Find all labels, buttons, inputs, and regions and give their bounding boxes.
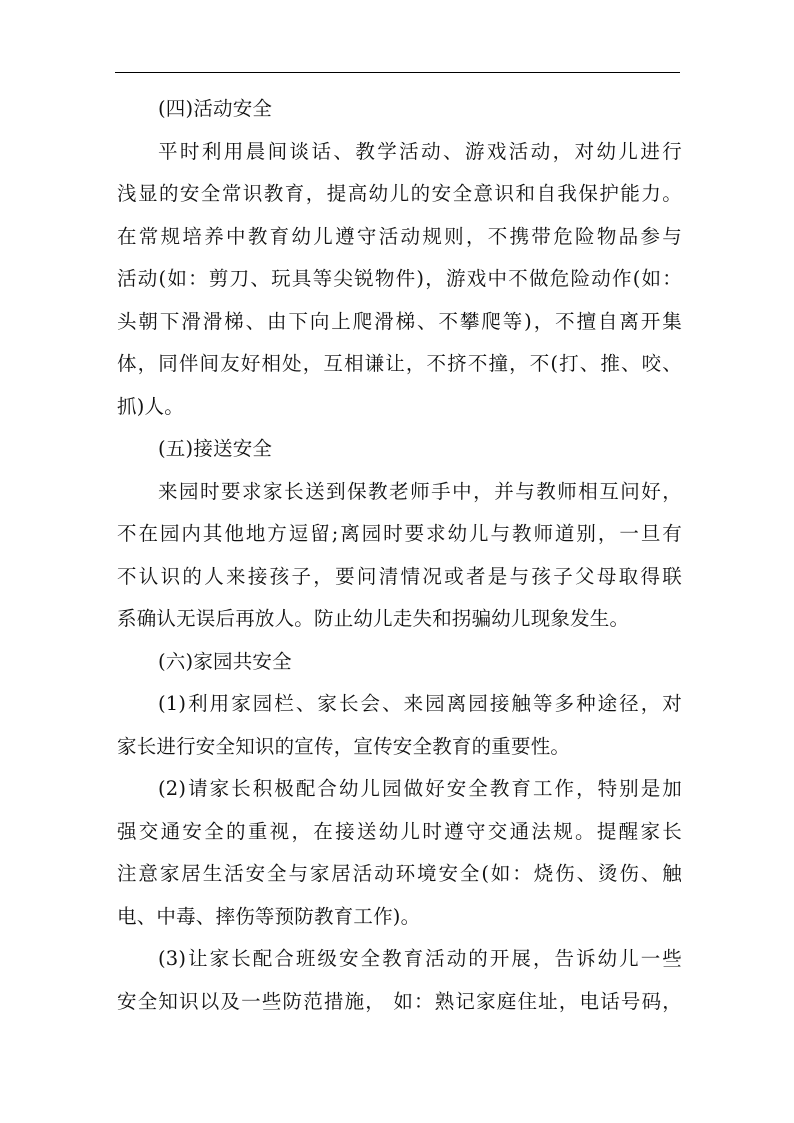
text-line: (3)让家长配合班级安全教育活动的开展，告诉幼儿一些: [158, 947, 682, 970]
text-line: (四)活动安全: [158, 97, 273, 120]
document-body: [117, 88, 682, 1023]
text-line: (2)请家长积极配合幼儿园做好安全教育工作，特别是加: [158, 777, 682, 800]
text-line: 活动(如：剪刀、玩具等尖锐物件)，游戏中不做危险动作(如：: [117, 267, 682, 290]
text-line: (六)家园共安全: [158, 649, 292, 673]
text-line: 不认识的人来接孩子，要问清情况或者是与孩子父母取得联: [117, 564, 682, 588]
text-line: 强交通安全的重视，在接送幼儿时遵守交通法规。提醒家长: [117, 819, 682, 843]
text-line: 浅显的安全常识教育，提高幼儿的安全意识和自我保护能力。: [117, 182, 682, 205]
text-line: 电、中毒、摔伤等预防教育工作)。: [117, 904, 421, 928]
text-line: 平时利用晨间谈话、教学活动、游戏活动，对幼儿进行: [158, 139, 682, 163]
text-line: (五)接送安全: [158, 437, 273, 460]
text-line: 头朝下滑滑梯、由下向上爬滑梯、不攀爬等)，不擅自离开集: [117, 309, 682, 333]
text-line: 注意家居生活安全与家居活动环境安全(如：烧伤、烫伤、触: [117, 862, 682, 885]
text-line: (1)利用家园栏、家长会、来园离园接触等多种途径，对: [158, 692, 682, 715]
text-line: 体，同伴间友好相处，互相谦让，不挤不撞，不(打、推、咬、: [117, 352, 682, 375]
text-line: 家长进行安全知识的宣传，宣传安全教育的重要性。: [117, 734, 571, 758]
header-rule: [115, 72, 680, 73]
text-line: 在常规培养中教育幼儿遵守活动规则，不携带危险物品参与: [117, 224, 682, 248]
text-line: 系确认无误后再放人。防止幼儿走失和拐骗幼儿现象发生。: [117, 607, 630, 630]
text-line: 安全知识以及一些防范措施， 如：熟记家庭住址，电话号码，: [117, 989, 682, 1013]
text-line: 来园时要求家长送到保教老师手中，并与教师相互问好，: [158, 479, 682, 503]
text-line: 不在园内其他地方逗留;离园时要求幼儿与教师道别，一旦有: [117, 522, 682, 545]
text-line: 抓)人。: [117, 394, 184, 418]
